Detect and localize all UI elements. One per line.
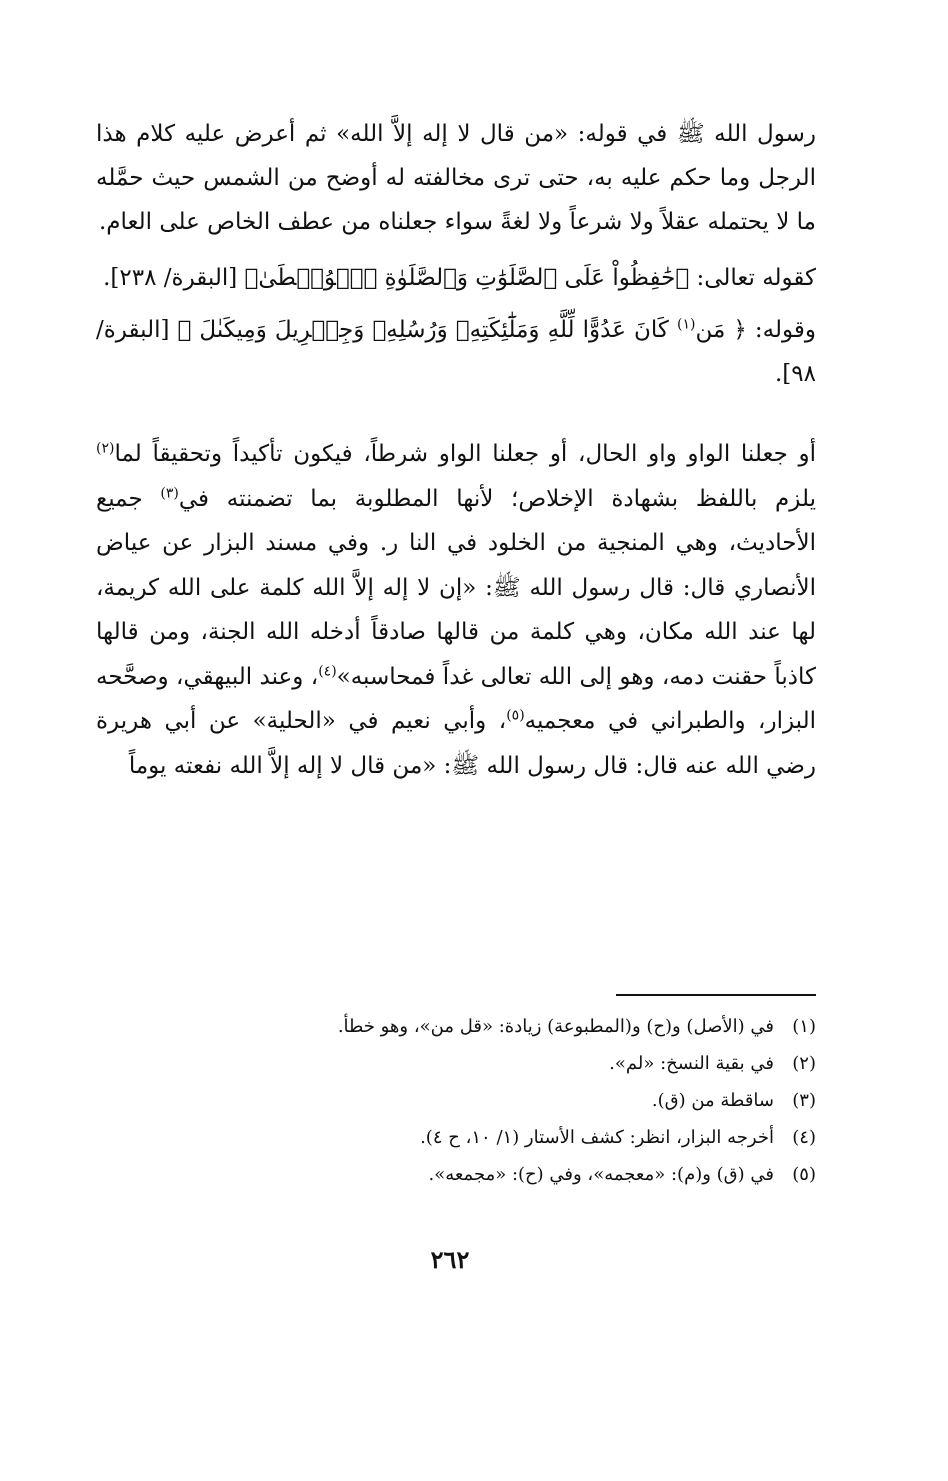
footnote-ref-1[interactable]: (١) [676,316,696,333]
footnote-text: ساقطة من (ق). [651,1090,774,1111]
main-text-e: ، وأبي نعيم في «الحلية» عن أبي هريرة رضي الله عنه قال: قال رسول الله ﷺ: «من قال لا إله إلاَّ الله نفعته يوماً [96,708,816,779]
footnote-text: في (ق) و(م): «معجمه»، وفي (ح): «مجمعه». [428,1164,774,1185]
footnote-number: (٤) [792,1127,816,1148]
verse2-text-after: كَانَ عَدُوًّا لِّلَّهِ وَمَلَٰٓئِكَتِهِۦ وَرُسُلِهِۦ وَجِبۡرِيلَ وَمِيكَىٰلَ ﴾ [البقرة/ ٩٨]. [96,317,816,387]
footnote-3 [196,1082,816,1119]
footnote-separator [616,994,816,996]
footnote-1 [196,1008,816,1045]
main-text-a: أو جعلنا الواو واو الحال، أو جعلنا الواو شرطاً، فيكون تأكيداً وتحقيقاً لما [114,441,816,467]
page-number: ٢٦٢ [430,1245,470,1274]
footnote-number: (٥) [792,1164,816,1185]
footnote-4 [196,1119,816,1156]
paragraph-main [96,432,816,788]
footnote-2 [196,1045,816,1082]
footnote-ref-2[interactable]: (٢) [96,440,115,457]
main-text-b: يلزم باللفظ بشهادة الإخلاص؛ لأنها المطلوبة بما تضمنته في [178,485,816,512]
footnote-ref-4[interactable]: (٤) [318,662,337,679]
footnote-text: في (الأصل) و(ح) و(المطبوعة) زيادة: «قل من»، وهو خطأ. [337,1016,774,1037]
paragraph-intro: رسول الله ﷺ في قوله: «من قال لا إله إلاَّ الله» ثم أعرض عليه كلام هذا الرجل وما حكم عليه به، حتى ترى مخالفته له أوضح من الشمس حيث حمَّله ما لا يحتمله عقلاً ولا شرعاً ولا لغةً سواء جعلناه من عطف الخاص على العام. [96,121,816,235]
footnote-ref-5[interactable]: (٥) [506,707,525,724]
verse2-text-before: وقوله: ﴿ مَن [695,317,817,343]
footnote-number: (٢) [792,1053,816,1074]
main-text-d: ، وعند البيهقي، وصحَّحه البزار، والطبراني في معجميه [96,663,817,734]
footnote-5 [196,1156,816,1193]
page-body [96,112,816,788]
footnote-number: (١) [792,1016,816,1037]
footnote-number: (٣) [792,1090,816,1111]
footnotes [196,1008,816,1193]
footnote-ref-3[interactable]: (٣) [160,484,179,501]
main-text-c: جميع الأحاديث، وهي المنجية من الخلود في النا ر. وفي مسند البزار عن عياض الأنصاري قال: قال رسول الله ﷺ: «إن لا إله إلاَّ الله كلمة على الله كريمة، لها عند الله مكان، وهي كلمة من قالها صادقاً أدخله الله الجنة، ومن قالها كاذباً حقنت دمه، وهو إلى الله تعالى غداً فمحاسبه» [96,485,816,690]
quran-verse-baqarah-98 [96,308,816,396]
quran-verse-baqarah-238: كقوله تعالى: ﴿حَٰفِظُواْ عَلَى ٱلصَّلَوَٰتِ وَٱلصَّلَوٰةِ ٱلۡوُسۡطَىٰ﴾ [البقرة/ ٢٣٨]. [103,265,816,291]
footnote-text: في بقية النسخ: «لم». [609,1053,774,1074]
footnote-text: أخرجه البزار، انظر: كشف الأستار (١/ ١٠، ح ٤). [420,1127,774,1148]
